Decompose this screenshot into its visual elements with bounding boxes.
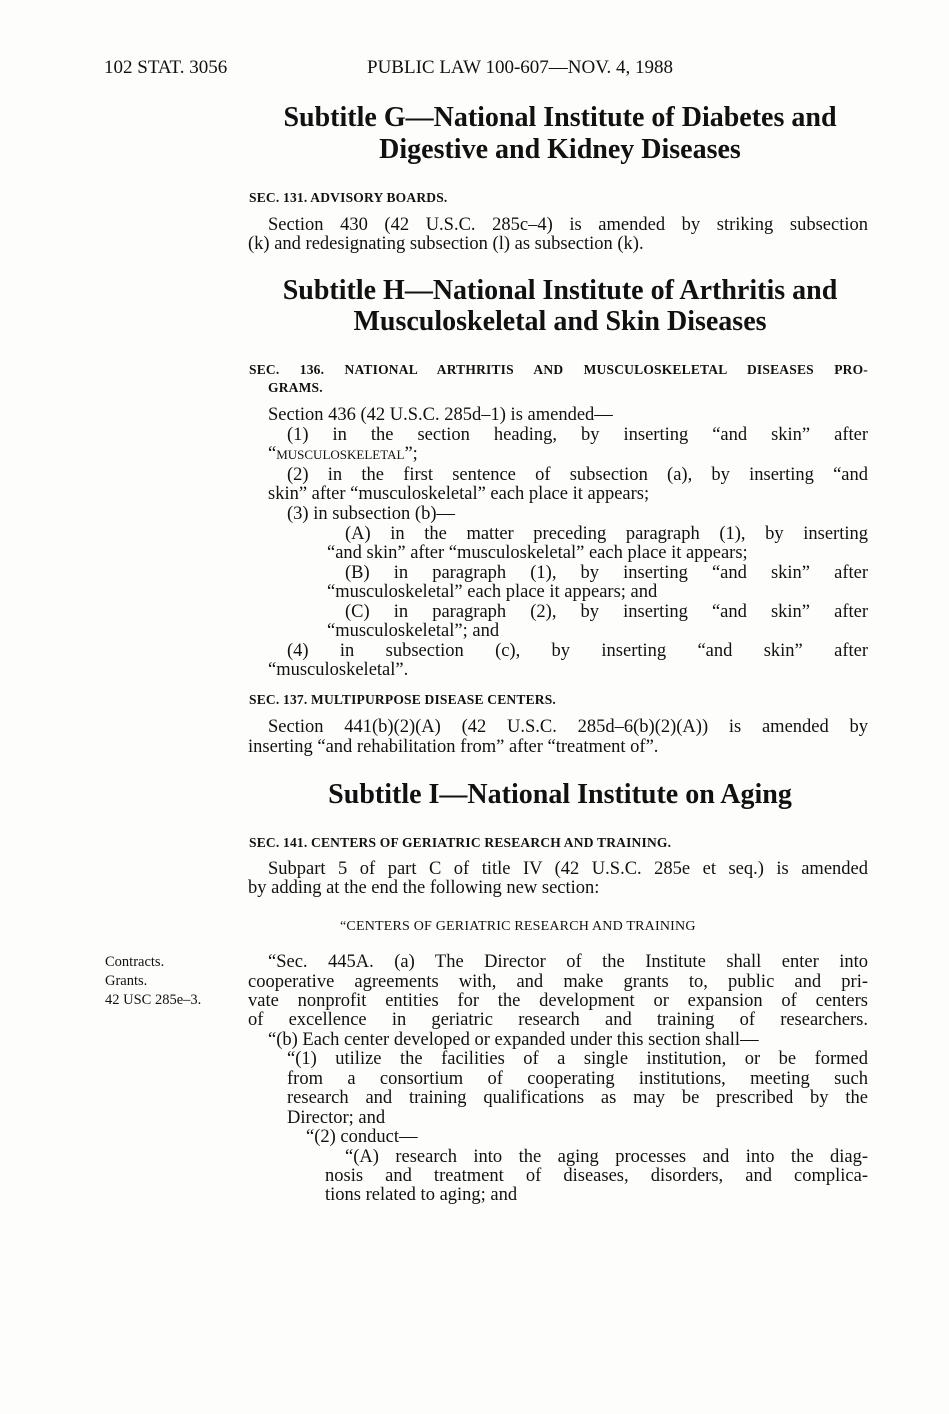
text-line: “(2) conduct— [306,1127,418,1147]
section-heading: SEC. 137. MULTIPURPOSE DISEASE CENTERS. [249,692,557,707]
section-heading: SEC. 136. NATIONAL ARTHRITIS AND MUSCULOSKELETAL DISEASES PRO- [249,362,868,377]
text-line: (3) in subsection (b)— [287,504,456,524]
center-heading: “CENTERS OF GERIATRIC RESEARCH AND TRAINING [340,919,696,934]
text-line: “(A) research into the aging processes and into the diag- [345,1147,868,1167]
subtitle-i-heading: Subtitle I—National Institute on Aging [328,779,792,810]
text-line: inserting “and rehabilitation from” after “treatment of”. [248,737,659,757]
text-line: (4) in subsection (c), by inserting “and skin” after [287,641,868,661]
text-line: nosis and treatment of diseases, disorders, and complica- [325,1166,868,1186]
text-line: (1) in the section heading, by inserting “and skin” after [287,425,868,445]
text-line: (B) in paragraph (1), by inserting “and skin” after [345,563,868,583]
running-header: PUBLIC LAW 100-607—NOV. 4, 1988 [367,57,674,78]
text-line: by adding at the end the following new section: [248,878,600,898]
text-line: Section 436 (42 U.S.C. 285d–1) is amended— [268,405,613,425]
text-line: tions related to aging; and [325,1185,518,1205]
text-line: vate nonprofit entities for the development or expansion of centers [248,991,868,1011]
text-line: Director; and [287,1108,386,1128]
margin-note: 42 USC 285e–3. [105,992,202,1008]
subtitle-h-heading: Subtitle H—National Institute of Arthritis and [282,275,838,306]
page-stat-citation: 102 STAT. 3056 [104,57,228,78]
margin-note: Contracts. [105,954,165,970]
text-line: (C) in paragraph (2), by inserting “and skin” after [345,602,868,622]
text-line: “musculoskeletal”; [268,444,418,464]
text-line: (k) and redesignating subsection (l) as subsection (k). [248,234,644,254]
subtitle-g-heading: Subtitle G—National Institute of Diabetes and [283,102,837,133]
text-line: “and skin” after “musculoskeletal” each place it appears; [327,543,748,563]
section-heading: SEC. 131. ADVISORY BOARDS. [249,190,448,205]
text-line: Section 430 (42 U.S.C. 285c–4) is amended by striking subsection [268,215,868,235]
section-heading: GRAMS. [268,380,323,395]
text-line: (2) in the first sentence of subsection (a), by inserting “and [287,465,868,485]
text-line: skin” after “musculoskeletal” each place it appears; [268,484,650,504]
section-heading: SEC. 141. CENTERS OF GERIATRIC RESEARCH AND TRAINING. [249,835,672,850]
subtitle-h-heading: Musculoskeletal and Skin Diseases [353,306,767,337]
margin-note: Grants. [105,973,148,989]
text-line: Section 441(b)(2)(A) (42 U.S.C. 285d–6(b)(2)(A)) is amended by [268,717,868,737]
text-line: “Sec. 445A. (a) The Director of the Institute shall enter into [268,952,868,972]
text-line: Subpart 5 of part C of title IV (42 U.S.C. 285e et seq.) is amended [268,859,868,879]
text-line: “(1) utilize the facilities of a single institution, or be formed [287,1049,868,1069]
text-line: “musculoskeletal” each place it appears; and [327,582,658,602]
text-line: cooperative agreements with, and make grants to, public and pri- [248,972,868,992]
text-line: from a consortium of cooperating institutions, meeting such [287,1069,868,1089]
subtitle-g-heading: Digestive and Kidney Diseases [379,134,741,165]
text-line: (A) in the matter preceding paragraph (1), by inserting [345,524,868,544]
text-line: “musculoskeletal”; and [327,621,500,641]
text-line: “musculoskeletal”. [268,660,409,680]
text-line: of excellence in geriatric research and training of researchers. [248,1010,868,1030]
text-line: “(b) Each center developed or expanded under this section shall— [268,1030,759,1050]
text-line: research and training qualifications as may be prescribed by the [287,1088,868,1108]
